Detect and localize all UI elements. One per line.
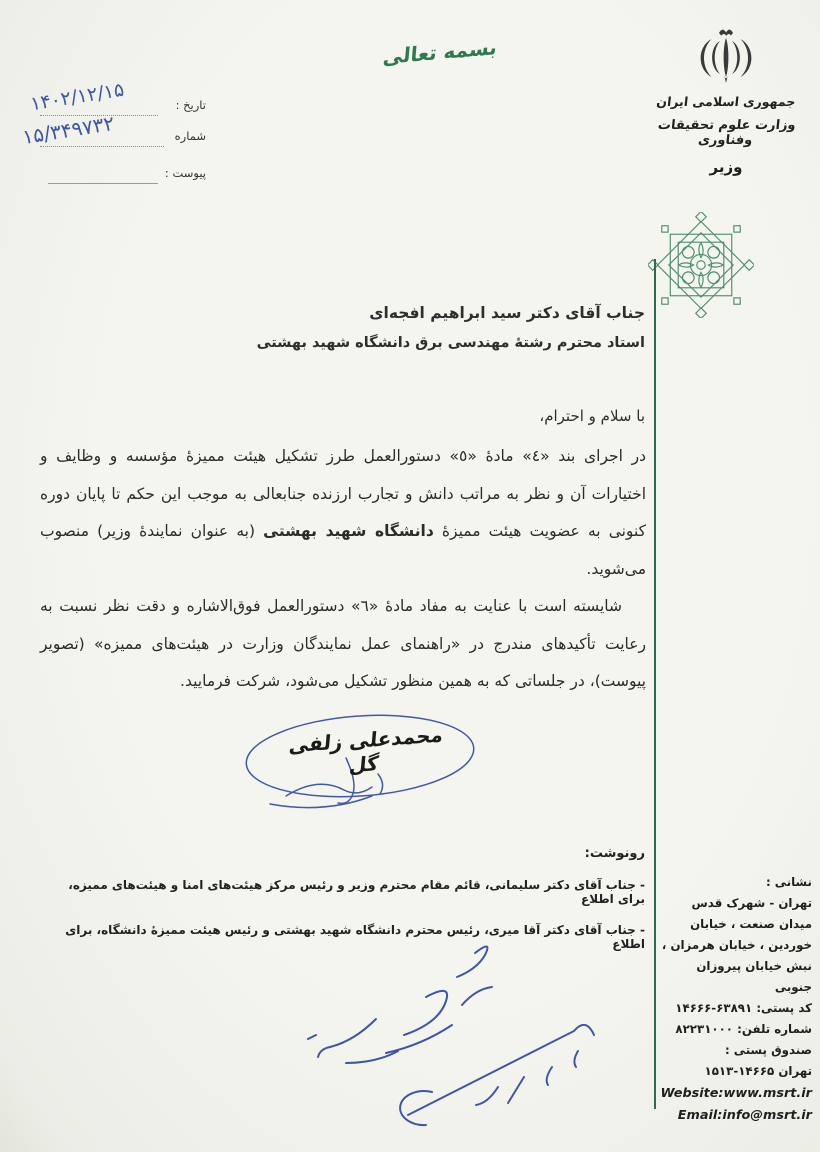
cc-item-2: - جناب آقای دکتر آقا میری، رئیس محترم دانشگاه شهید بهشتی و رئیس هیئت ممیزهٔ دانشگاه، برای اطلاع — [65, 923, 645, 951]
gov-country-name: جمهوری اسلامی ایران — [655, 94, 797, 109]
handwritten-annotation-icon — [180, 935, 620, 1150]
postal-code-line — [660, 998, 812, 1019]
date-label: تاریخ : — [175, 98, 206, 112]
address-line-1: تهران - شهرک قدس — [691, 896, 812, 910]
address-label: نشانی : — [765, 875, 812, 889]
signer-name: محمدعلی زلفی گل — [287, 722, 445, 778]
cc-item-1: - جناب آقای دکتر سلیمانی، قائم مقام محترم وزیر و رئیس مرکز هیئت‌های امنا و هیئت‌های ممیزه، برای اطلاع — [68, 878, 645, 906]
postal-code-label: کد پستی: — [756, 1001, 812, 1015]
number-row — [20, 110, 206, 154]
signature-block — [228, 700, 498, 830]
body-p1-text: در اجرای بند «٤» مادهٔ «٥» دستورالعمل طرز تشکیل هیئت ممیزهٔ مؤسسه و وظایف و اختیارات آن و نظر به مراتب دانش و تجارب ارزنده جنابعالی به موجب این حکم تا پایان دوره کنونی به عضویت هیئت ممیزهٔ — [40, 447, 647, 540]
recipient-block — [257, 304, 645, 351]
number-label: شماره — [174, 129, 206, 143]
po-box-label: صندوق پستی : — [724, 1043, 812, 1057]
po-box-city: تهران — [778, 1064, 812, 1078]
attachment-row — [26, 160, 206, 191]
cc-label: رونوشت: — [584, 846, 645, 861]
attachment-line — [48, 183, 158, 184]
iran-emblem-icon — [698, 26, 754, 88]
recipient-name: جناب آقای دکتر سید ابراهیم افجه‌ای — [369, 304, 645, 322]
footer-address-block — [660, 872, 812, 1126]
phone-value: ۸۲۲۳۱۰۰۰ — [675, 1022, 734, 1036]
body-paragraph-2: شایسته است با عنایت به مفاد مادهٔ «٦» دستورالعمل فوق‌الاشاره و دقت نظر نسبت به رعایت تأکیدهای مندرج در «راهنمای عمل نمایندگان وزارت در هیئت‌های ممیزه» (تصویر پیوست)، در جلساتی که به همین منظور تشکیل می‌شود، شرکت فرمایید. — [40, 597, 646, 690]
po-box-line — [660, 1061, 812, 1082]
gov-minister-title: وزیر — [709, 158, 743, 176]
attachment-label: پیوست : — [164, 166, 206, 180]
decorative-star-ornament-icon — [648, 212, 754, 318]
gov-ministry-name: وزارت علوم تحقیقات وفناوری — [657, 118, 797, 148]
body-paragraph-1 — [40, 438, 646, 588]
phone-line — [660, 1019, 812, 1040]
address-line-3: خوردین ، خیابان هرمزان ، — [661, 938, 812, 952]
letter-body — [40, 438, 646, 701]
address-line-4: نبش خیابان پیروزان جنوبی — [696, 959, 812, 994]
letterhead-government-block — [638, 26, 814, 176]
phone-label: شماره تلفن: — [737, 1022, 812, 1036]
handwritten-number-value: ۱۵/۳۴۹۷۳۲ — [20, 110, 116, 150]
body-p1-tail: (به عنوان نمایندهٔ وزیر) منصوب می‌شوید. — [40, 522, 646, 578]
date-row — [26, 78, 206, 123]
postal-code-value: ۱۴۶۶۶-۶۳۸۹۱ — [675, 1001, 753, 1015]
body-p1-university-bold: دانشگاه شهید بهشتی — [263, 522, 434, 540]
website-line: Website:www.msrt.ir — [660, 1086, 812, 1101]
letter-meta-fields — [20, 78, 206, 191]
address-line-2: میدان صنعت ، خیابان — [690, 917, 812, 931]
recipient-title: استاد محترم رشتهٔ مهندسی برق دانشگاه شهید بهشتی — [256, 335, 645, 351]
salutation: با سلام و احترام، — [539, 407, 645, 425]
email-line: Email:info@msrt.ir — [677, 1108, 812, 1123]
handwritten-date-value: ۱۴۰۲/۱۲/۱۵ — [28, 78, 126, 116]
number-line — [40, 146, 164, 147]
bismillah-calligraphy: بسمه تعالی — [381, 34, 499, 70]
vertical-green-divider — [654, 259, 656, 1109]
po-box-value: ۱۵۱۳-۱۴۶۶۵ — [704, 1064, 775, 1078]
